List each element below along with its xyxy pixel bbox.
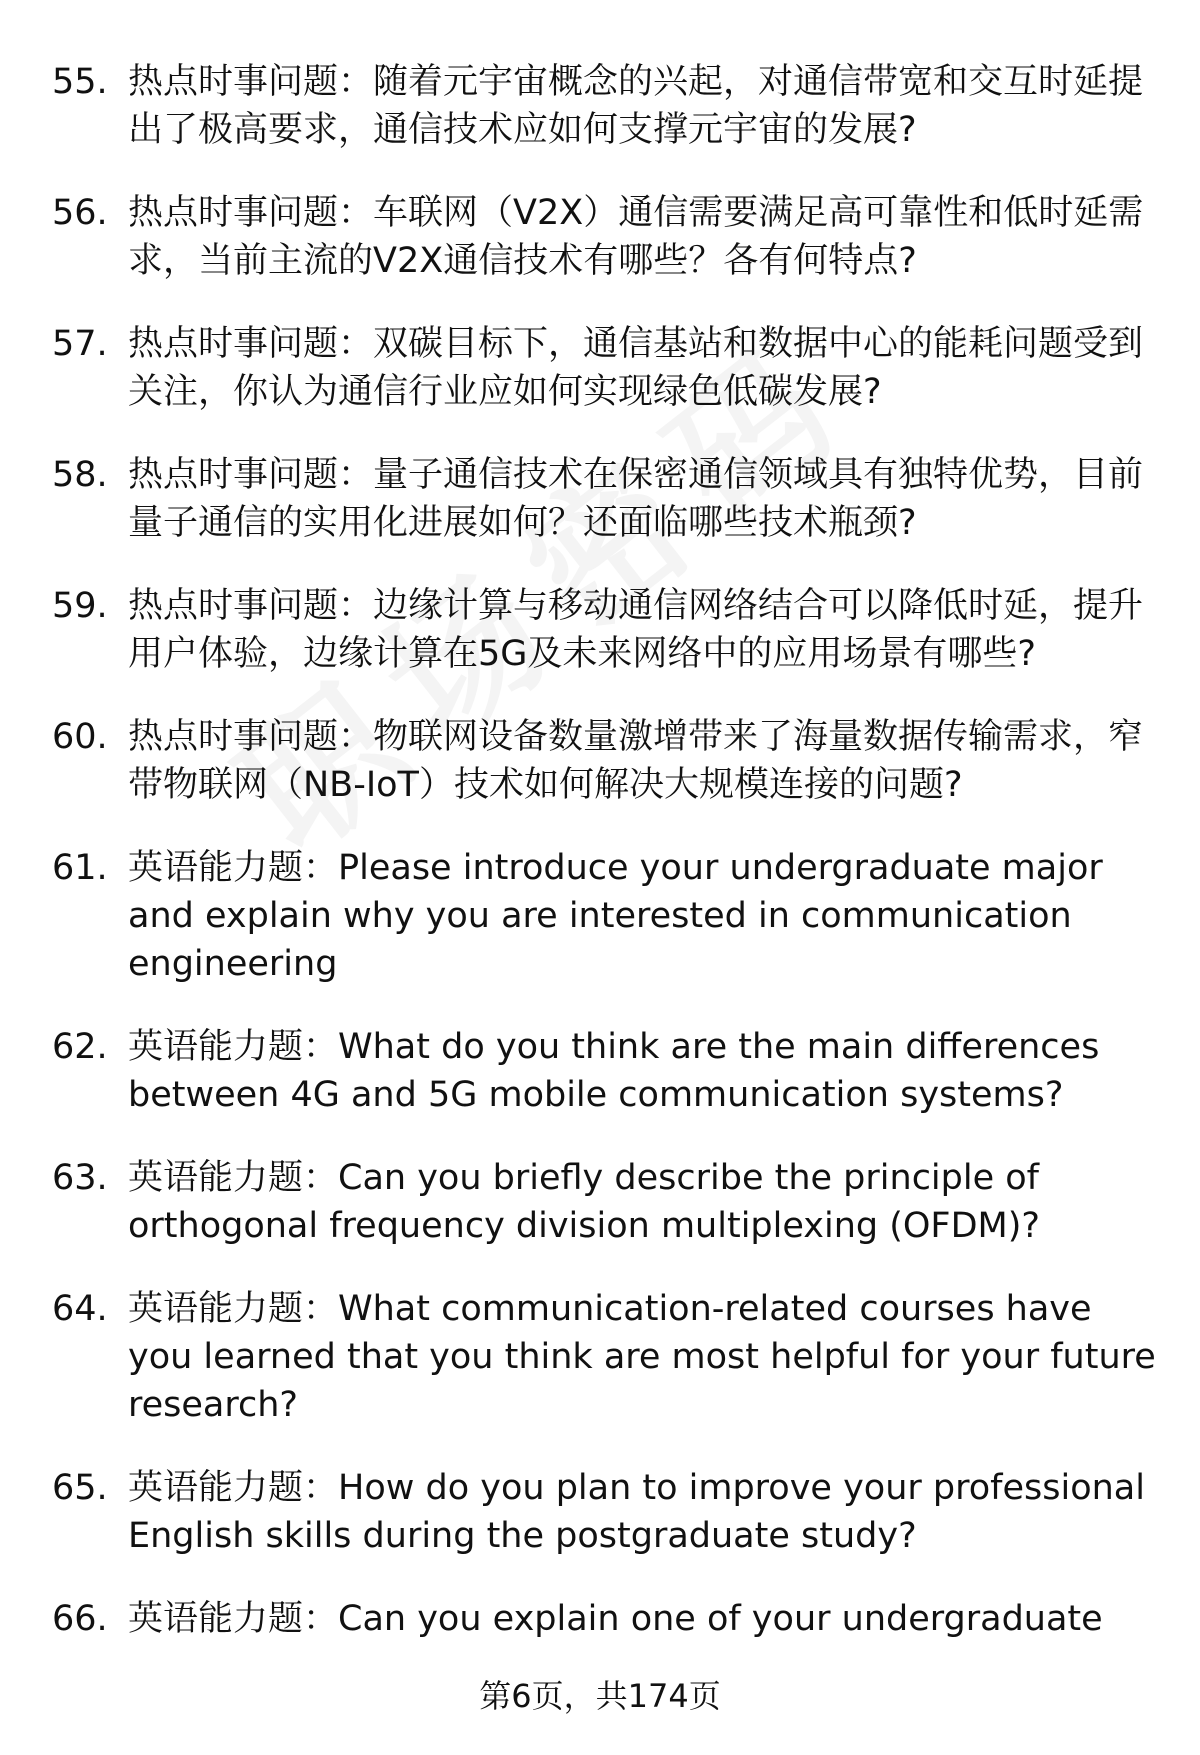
question-category: 英语能力题： (128, 1158, 339, 1198)
question-body (128, 844, 1162, 988)
question-category: 热点时事问题： (128, 717, 374, 757)
question-body (128, 58, 1162, 154)
question-text: 边缘计算与移动通信网络结合可以降低时延，提升用户体验，边缘计算在5G及未来网络中的应用场景有哪些? (128, 586, 1144, 674)
question-body (128, 1285, 1162, 1429)
question-item (52, 320, 1162, 416)
question-item (52, 189, 1162, 285)
question-number: 65. (52, 1468, 108, 1508)
question-list (52, 58, 1162, 1678)
question-item (52, 1154, 1162, 1250)
question-body (128, 713, 1162, 809)
question-text: 量子通信技术在保密通信领域具有独特优势，目前量子通信的实用化进展如何？还面临哪些技术瓶颈? (128, 455, 1144, 543)
question-item (52, 58, 1162, 154)
question-number: 62. (52, 1027, 108, 1067)
question-text: 双碳目标下，通信基站和数据中心的能耗问题受到关注，你认为通信行业应如何实现绿色低碳发展? (128, 324, 1144, 412)
question-item (52, 451, 1162, 547)
question-item (52, 1023, 1162, 1119)
question-body (128, 582, 1162, 678)
question-text: How do you plan to improve your professional English skills during the postgraduate study? (128, 1468, 1145, 1556)
question-category: 热点时事问题： (128, 193, 374, 233)
page-number-footer: 第6页，共174页 (479, 1677, 721, 1715)
question-number: 56. (52, 193, 108, 233)
question-body (128, 320, 1162, 416)
question-text: What communication-related courses have you learned that you think are most helpful for your future research? (128, 1289, 1156, 1425)
question-item (52, 1285, 1162, 1429)
question-category: 热点时事问题： (128, 324, 374, 364)
question-body (128, 451, 1162, 547)
question-item (52, 713, 1162, 809)
question-category: 英语能力题： (128, 1027, 339, 1067)
question-item (52, 1595, 1162, 1643)
question-text: 随着元宇宙概念的兴起，对通信带宽和交互时延提出了极高要求，通信技术应如何支撑元宇宙的发展? (128, 62, 1144, 150)
question-category: 英语能力题： (128, 1468, 339, 1508)
question-text: What do you think are the main differences between 4G and 5G mobile communication systems? (128, 1027, 1100, 1115)
question-text: 车联网（V2X）通信需要满足高可靠性和低时延需求，当前主流的V2X通信技术有哪些？各有何特点? (128, 193, 1144, 281)
question-category: 英语能力题： (128, 848, 339, 888)
question-category: 英语能力题： (128, 1289, 339, 1329)
question-number: 58. (52, 455, 108, 495)
question-category: 热点时事问题： (128, 586, 374, 626)
question-text: Can you explain one of your undergraduate (338, 1599, 1103, 1639)
question-category: 热点时事问题： (128, 62, 374, 102)
question-number: 61. (52, 848, 108, 888)
question-text: Can you briefly describe the principle of orthogonal frequency division multiplexing (OFDM)? (128, 1158, 1040, 1246)
question-item (52, 1464, 1162, 1560)
question-body (128, 1464, 1162, 1560)
question-number: 60. (52, 717, 108, 757)
question-body (128, 189, 1162, 285)
question-category: 热点时事问题： (128, 455, 374, 495)
question-body (128, 1154, 1162, 1250)
question-number: 64. (52, 1289, 108, 1329)
question-number: 63. (52, 1158, 108, 1198)
question-number: 57. (52, 324, 108, 364)
question-category: 英语能力题： (128, 1599, 339, 1639)
question-text: Please introduce your undergraduate major and explain why you are interested in communication engineering (128, 848, 1103, 984)
question-body (128, 1595, 1162, 1643)
question-number: 55. (52, 62, 108, 102)
question-item (52, 582, 1162, 678)
question-body (128, 1023, 1162, 1119)
question-number: 59. (52, 586, 108, 626)
question-item (52, 844, 1162, 988)
question-text: 物联网设备数量激增带来了海量数据传输需求，窄带物联网（NB-IoT）技术如何解决大规模连接的问题? (128, 717, 1144, 805)
question-number: 66. (52, 1599, 108, 1639)
